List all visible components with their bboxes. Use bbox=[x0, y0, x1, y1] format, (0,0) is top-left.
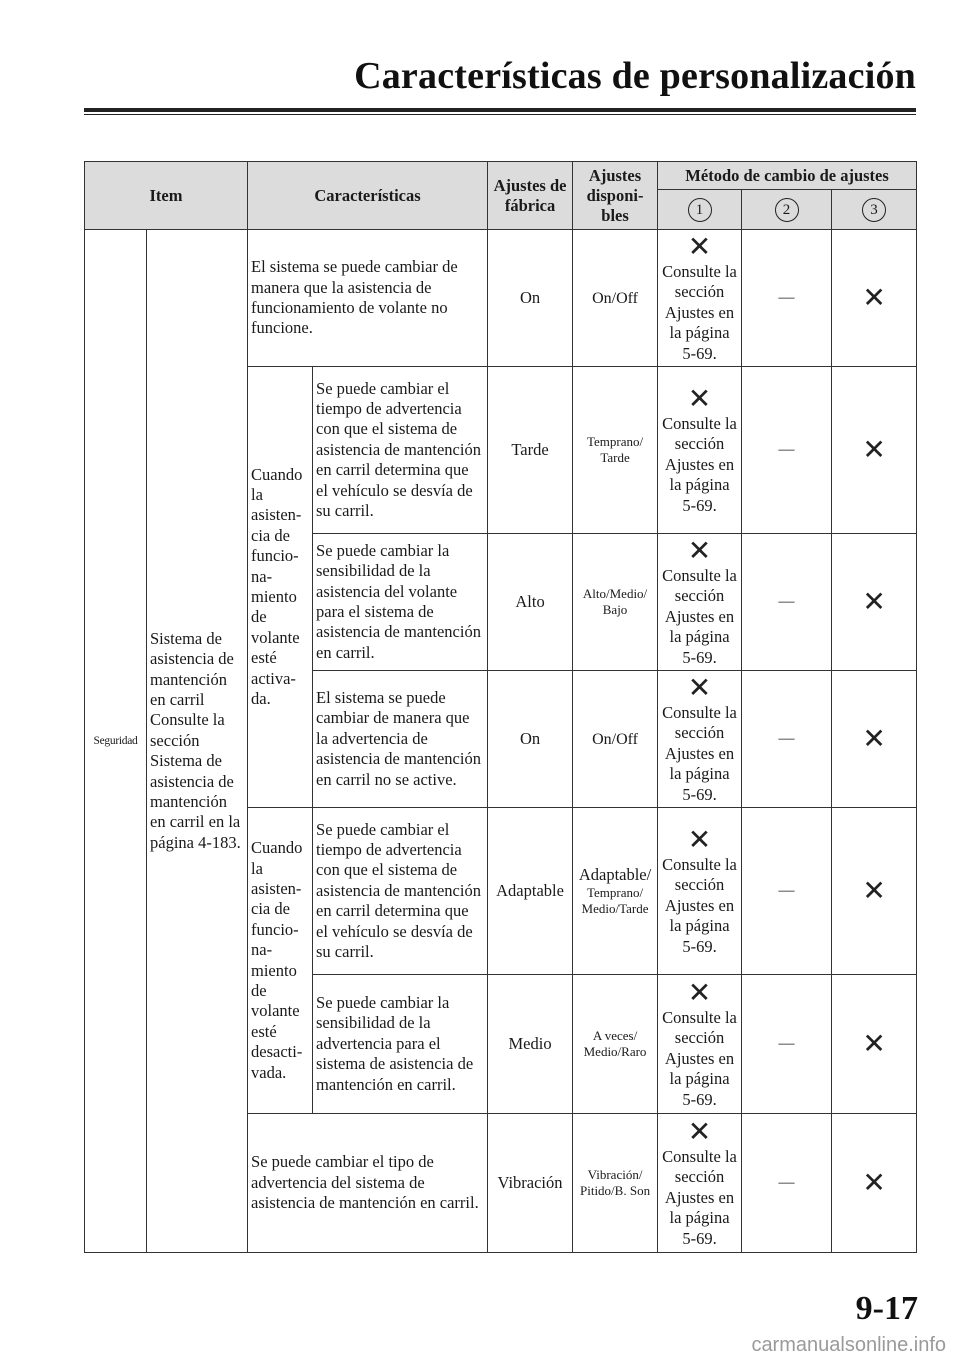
available-cell: Alto/Medio/ Bajo bbox=[573, 534, 658, 671]
available-cell: Temprano/ Tarde bbox=[573, 367, 658, 534]
x-mark-icon: ✕ bbox=[862, 1027, 886, 1061]
settings-table bbox=[84, 161, 917, 1253]
available-cell: On/Off bbox=[573, 230, 658, 367]
method-1-cell bbox=[658, 534, 742, 671]
available-cell: Vibración/ Pitido/B. Son bbox=[573, 1114, 658, 1253]
method-2-cell: — bbox=[742, 1114, 832, 1253]
col-header-method: Método de cambio de ajustes bbox=[658, 162, 917, 190]
reference-note: Consulte la sección Ajustes en la página 5-69. bbox=[662, 566, 737, 667]
table-row bbox=[85, 230, 917, 367]
method-3-cell bbox=[832, 808, 917, 975]
page-number: 9-17 bbox=[855, 1290, 918, 1327]
feature-cell: Se puede cambiar la sensibilidad de la advertencia para el sistema de asistencia de mantención en carril. bbox=[313, 975, 488, 1114]
x-mark-icon: ✕ bbox=[687, 1115, 712, 1149]
feature-cell: Se puede cambiar la sensibilidad de la asistencia del volante para el sistema de asistencia de mantención en carril. bbox=[313, 534, 488, 671]
available-cell: A veces/ Medio/Raro bbox=[573, 975, 658, 1114]
page-title: Características de personalización bbox=[354, 55, 916, 97]
reference-note: Consulte la sección Ajustes en la página 5-69. bbox=[662, 1008, 737, 1109]
title-rule bbox=[84, 108, 916, 112]
title-rule-thin bbox=[84, 114, 916, 115]
x-mark-icon: ✕ bbox=[687, 230, 712, 263]
feature-cell: Se puede cambiar el tipo de advertencia del sistema de asistencia de mantención en carril. bbox=[248, 1114, 488, 1253]
factory-cell: Vibración bbox=[488, 1114, 573, 1253]
header-row-top bbox=[85, 162, 917, 190]
method-2-cell: — bbox=[742, 367, 832, 534]
reference-note: Consulte la sección Ajustes en la página 5-69. bbox=[662, 262, 737, 363]
method-1-cell bbox=[658, 975, 742, 1114]
method-1-cell bbox=[658, 367, 742, 534]
factory-cell: On bbox=[488, 230, 573, 367]
reference-note: Consulte la sección Ajustes en la página 5-69. bbox=[662, 414, 737, 515]
x-mark-icon: ✕ bbox=[862, 281, 886, 315]
method-3-header bbox=[832, 190, 917, 230]
available-cell: On/Off bbox=[573, 671, 658, 808]
x-mark-icon: ✕ bbox=[862, 874, 886, 908]
group-inactive-cell: Cuando la asisten- cia de funcio- na- miento de volante esté desacti- vada. bbox=[248, 808, 313, 1114]
available-secondary: Temprano/ Medio/Tarde bbox=[581, 885, 649, 917]
method-2-cell: — bbox=[742, 808, 832, 975]
factory-cell: Tarde bbox=[488, 367, 573, 534]
x-mark-icon: ✕ bbox=[862, 433, 886, 467]
method-1-cell bbox=[658, 1114, 742, 1253]
col-header-features: Características bbox=[248, 162, 488, 230]
method-3-cell bbox=[832, 230, 917, 367]
reference-note: Consulte la sección Ajustes en la página 5-69. bbox=[662, 1147, 737, 1248]
method-3-cell bbox=[832, 975, 917, 1114]
method-3-cell bbox=[832, 534, 917, 671]
method-2-cell: — bbox=[742, 230, 832, 367]
method-1-cell bbox=[658, 230, 742, 367]
watermark: carmanualsonline.info bbox=[751, 1334, 946, 1356]
x-mark-icon: ✕ bbox=[687, 534, 712, 568]
factory-cell: Alto bbox=[488, 534, 573, 671]
reference-note: Consulte la sección Ajustes en la página 5-69. bbox=[662, 855, 737, 956]
method-3-cell bbox=[832, 671, 917, 808]
x-mark-icon: ✕ bbox=[687, 976, 712, 1010]
method-3-cell bbox=[832, 1114, 917, 1253]
method-3-number: 3 bbox=[862, 198, 886, 222]
method-2-cell: — bbox=[742, 534, 832, 671]
feature-cell: El sistema se puede cambiar de manera que la advertencia de asistencia de mantención en carril no se active. bbox=[313, 671, 488, 808]
available-primary: Adaptable/ bbox=[578, 864, 652, 884]
x-mark-icon: ✕ bbox=[862, 1166, 886, 1200]
feature-cell: El sistema se puede cambiar de manera que la asistencia de funcionamiento de volante no funcione. bbox=[248, 230, 488, 367]
x-mark-icon: ✕ bbox=[687, 823, 712, 857]
method-1-cell bbox=[658, 808, 742, 975]
method-2-cell: — bbox=[742, 975, 832, 1114]
method-1-header bbox=[658, 190, 742, 230]
factory-cell: Adaptable bbox=[488, 808, 573, 975]
x-mark-icon: ✕ bbox=[687, 382, 712, 416]
x-mark-icon: ✕ bbox=[687, 671, 712, 705]
x-mark-icon: ✕ bbox=[862, 585, 886, 619]
col-header-available: Ajustes disponi- bles bbox=[573, 162, 658, 230]
factory-cell: Medio bbox=[488, 975, 573, 1114]
factory-cell: On bbox=[488, 671, 573, 808]
method-1-cell bbox=[658, 671, 742, 808]
method-2-header bbox=[742, 190, 832, 230]
col-header-factory: Ajustes de fábrica bbox=[488, 162, 573, 230]
method-3-cell bbox=[832, 367, 917, 534]
method-1-number: 1 bbox=[688, 198, 712, 222]
feature-cell: Se puede cambiar el tiempo de advertencia con que el sistema de asistencia de mantención en carril determina que el vehículo se desvía de su carril. bbox=[313, 808, 488, 975]
group-active-cell: Cuando la asisten- cia de funcio- na- miento de volante esté activa- da. bbox=[248, 367, 313, 808]
method-2-number: 2 bbox=[775, 198, 799, 222]
col-header-item: Item bbox=[85, 162, 248, 230]
feature-cell: Se puede cambiar el tiempo de advertencia con que el sistema de asistencia de mantención en carril determina que el vehículo se desvía de su carril. bbox=[313, 367, 488, 534]
available-cell bbox=[573, 808, 658, 975]
reference-note: Consulte la sección Ajustes en la página 5-69. bbox=[662, 703, 737, 804]
x-mark-icon: ✕ bbox=[862, 722, 886, 756]
method-2-cell: — bbox=[742, 671, 832, 808]
system-cell: Sistema de asistencia de mantención en carril Consulte la sección Sistema de asistencia de mantención en carril en la página 4-183. bbox=[147, 230, 248, 1253]
category-cell: Seguridad bbox=[85, 230, 147, 1253]
